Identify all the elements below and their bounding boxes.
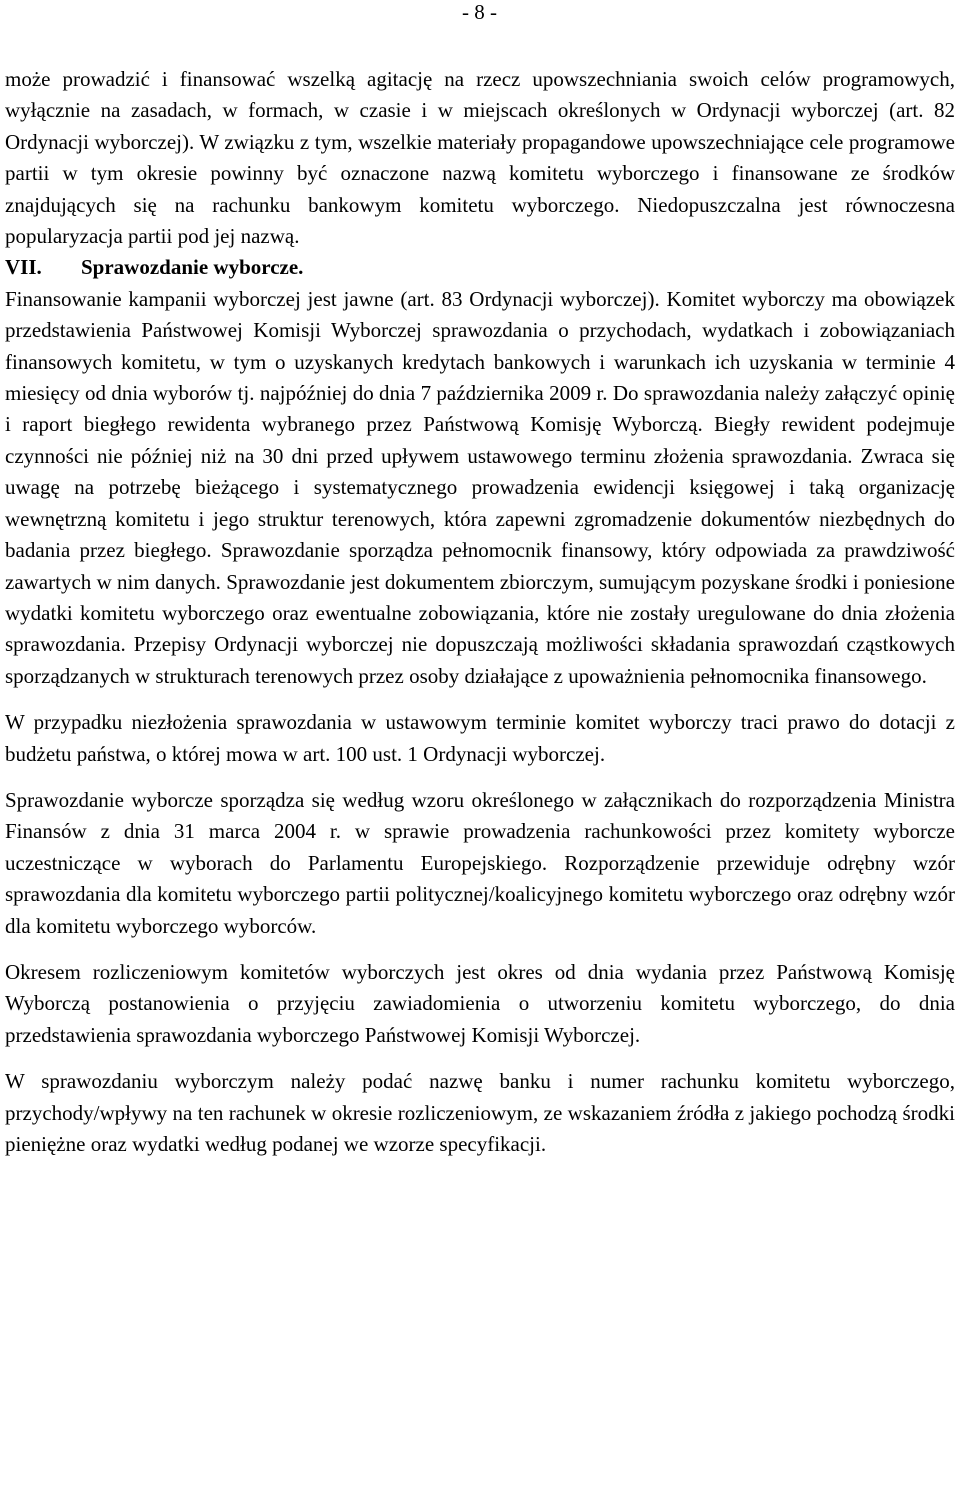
section-number: VII. — [5, 255, 42, 280]
paragraph-report-deadline: W przypadku niezłożenia sprawozdania w ustawowym terminie komitet wyborczy traci prawo do dotacji z budżetu państwa, o której mowa w art. 100 ust. 1 Ordynacji wyborczej. — [5, 710, 955, 766]
document-page — [5, 0, 955, 1160]
section-title: Sprawozdanie wyborcze. — [81, 255, 304, 280]
paragraph-financial-report: Finansowanie kampanii wyborczej jest jawne (art. 83 Ordynacji wyborczej). Komitet wyborczy ma obowiązek przedstawienia Państwowej Komisji Wyborczej sprawozdania o przychodach, wydatkach i zobowiązaniach finansowych komitetu, w tym o uzyskanych kredytach bankowych i warunkach ich uzyskania w terminie 4 miesięcy od dnia wyborów tj. najpóźniej do dnia 7 października 2009 r. Do sprawozdania należy załączyć opinię i raport biegłego rewidenta wybranego przez Państwową Komisję Wyborczą. Biegły rewident podejmuje czynności nie później niż na 30 dni przed upływem ustawowego terminu złożenia sprawozdania. Zwraca się uwagę na potrzebę bieżącego i systematycznego prowadzenia ewidencji księgowej i taką organizację wewnętrzną komitetu i jego struktur terenowych, która zapewni zgromadzenie dokumentów niezbędnych do badania przez biegłego. Sprawozdanie sporządza pełnomocnik finansowy, który odpowiada za prawdziwość zawartych w nim danych. Sprawozdanie jest dokumentem zbiorczym, sumującym pozyskane środki i poniesione wydatki komitetu wyborczego oraz ewentualne zobowiązania, które nie zostały uregulowane do dnia złożenia sprawozdania. Przepisy Ordynacji wyborczej nie dopuszczają możliwości składania sprawozdań cząstkowych sporządzanych w strukturach terenowych przez osoby działające z upoważnienia pełnomocnika finansowego. — [5, 286, 955, 688]
paragraph-report-contents: W sprawozdaniu wyborczym należy podać nazwę banku i numer rachunku komitetu wyborczego, przychody/wpływy na ten rachunek w okresie rozliczeniowym, ze wskazaniem źródła z jakiego pochodzą środki pieniężne oraz wydatki według podanej we wzorze specyfikacji. — [5, 1069, 955, 1156]
paragraph-report-template: Sprawozdanie wyborcze sporządza się według wzoru określonego w załącznikach do rozporządzenia Ministra Finansów z dnia 31 marca 2004 r. w sprawie prowadzenia rachunkowości przez komitety wyborcze uczestniczące w wyborach do Parlamentu Europejskiego. Rozporządzenie przewiduje odrębny wzór sprawozdania dla komitetu wyborczego partii politycznej/koalicyjnego komitetu wyborczego oraz odrębny wzór dla komitetu wyborczego wyborców. — [5, 787, 955, 938]
section-heading — [5, 252, 955, 283]
paragraph-settlement-period: Okresem rozliczeniowym komitetów wyborczych jest okres od dnia wydania przez Państwową Komisję Wyborczą postanowienia o przyjęciu zawiadomienia o utworzeniu komitetu wyborczego, do dnia przedstawienia sprawozdania wyborczego Państwowej Komisji Wyborczej. — [5, 959, 955, 1047]
paragraph-campaign-agitation: może prowadzić i finansować wszelką agitację na rzecz upowszechniania swoich celów programowych, wyłącznie na zasadach, w formach, w czasie i w miejscach określonych w Ordynacji wyborczej (art. 82 Ordynacji wyborczej). W związku z tym, wszelkie materiały propagandowe upowszechniające cele programowe partii w tym okresie powinny być oznaczone nazwą komitetu wyborczego i finansowane ze środków znajdujących się na rachunku bankowym komitetu wyborczego. Niedopuszczalna jest równoczesna popularyzacja partii pod jej nazwą. — [5, 67, 955, 249]
page-number: - 8 - — [462, 0, 497, 24]
